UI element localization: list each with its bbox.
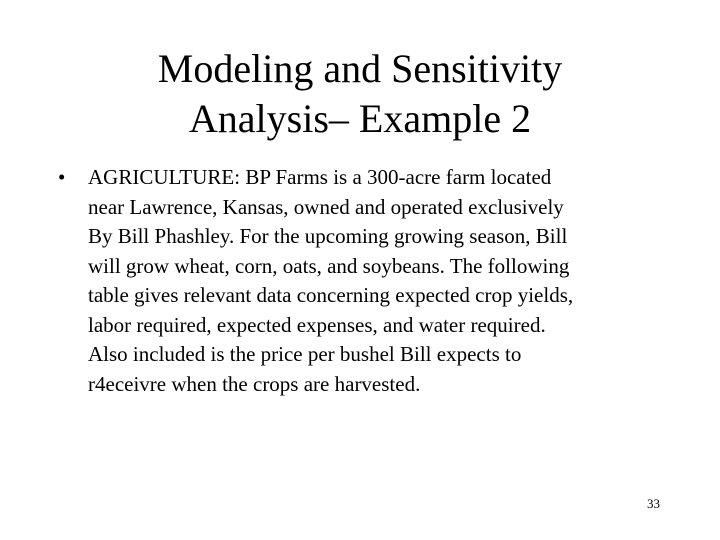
bullet-list [58, 163, 688, 399]
bullet-text-line-6: labor required, expected expenses, and water required. [88, 312, 546, 337]
slide-number: 33 [647, 496, 660, 511]
slide-title-line-2: Analysis– Example 2 [188, 96, 532, 141]
bullet-text-line-4: will grow wheat, corn, oats, and soybeans. The following [88, 253, 570, 278]
bullet-text-line-7: Also included is the price per bushel Bill expects to [88, 342, 522, 366]
bullet-marker: • [58, 165, 66, 189]
bullet-item [58, 163, 688, 399]
bullet-text-line-2: near Lawrence, Kansas, owned and operated exclusively [88, 194, 564, 219]
bullet-text-line-8: r4eceivre when the crops are harvested. [88, 371, 421, 396]
bullet-text-line-5: table gives relevant data concerning expected crop yields, [88, 283, 574, 307]
slide-title-line-1: Modeling and Sensitivity [157, 46, 563, 91]
slide-title [0, 44, 720, 144]
bullet-text-line-1: AGRICULTURE: BP Farms is a 300-acre farm located [88, 165, 552, 189]
bullet-text-line-3: By Bill Phashley. For the upcoming growing season, Bill [88, 224, 568, 248]
